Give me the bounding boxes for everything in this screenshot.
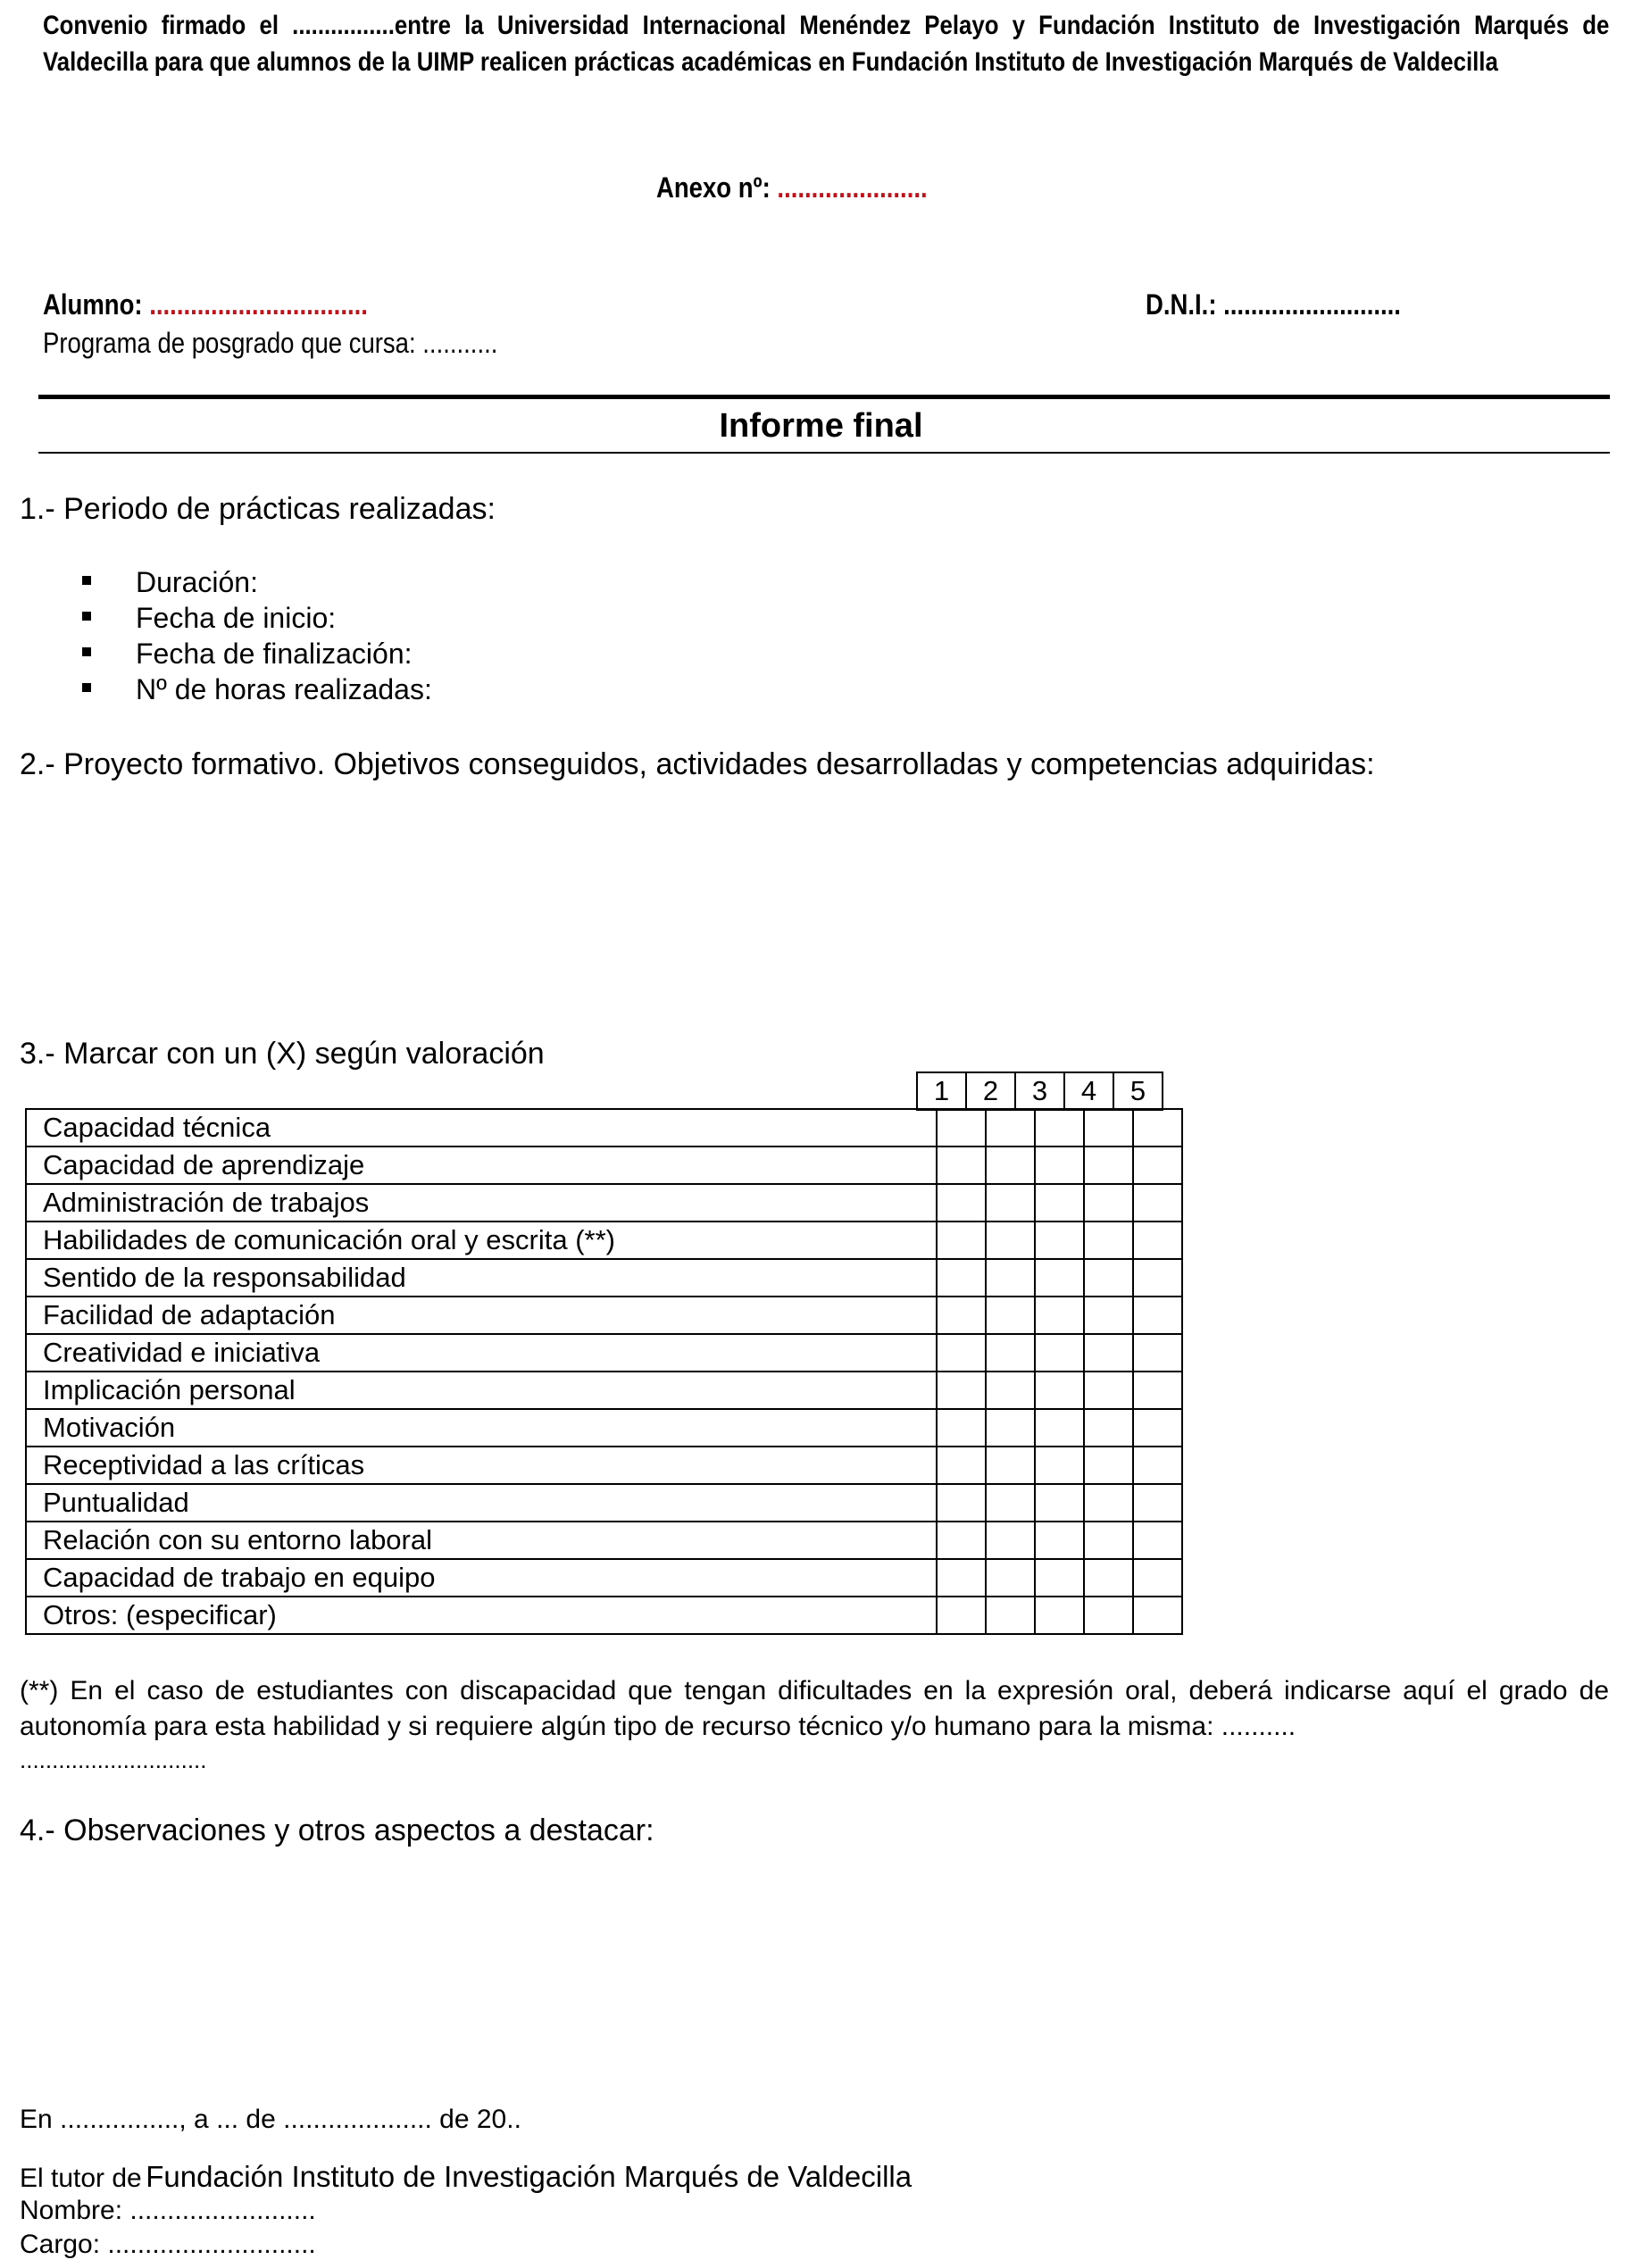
student-label: Alumno: — [43, 288, 143, 321]
rating-cell-1[interactable] — [937, 1297, 986, 1334]
page-title: Informe final — [719, 407, 923, 445]
bullet-icon — [82, 576, 91, 585]
scale-5: 5 — [1113, 1072, 1163, 1110]
rating-cell-4[interactable] — [1084, 1484, 1133, 1522]
annex-line — [656, 170, 928, 205]
rating-cell-1[interactable] — [937, 1597, 986, 1634]
rating-cell-3[interactable] — [1035, 1559, 1084, 1597]
rating-cell-4[interactable] — [1084, 1597, 1133, 1634]
dni-label: D.N.I.: — [1146, 288, 1217, 321]
section4-heading: 4.- Observaciones y otros aspectos a destacar: — [20, 1814, 654, 1847]
criterion-label: Capacidad de aprendizaje — [26, 1147, 937, 1184]
rating-cell-2[interactable] — [986, 1222, 1035, 1259]
rating-cell-2[interactable] — [986, 1447, 1035, 1484]
rating-cell-2[interactable] — [986, 1409, 1035, 1447]
rating-cell-1[interactable] — [937, 1259, 986, 1297]
rating-cell-2[interactable] — [986, 1184, 1035, 1222]
table-row — [26, 1484, 1182, 1522]
rating-cell-2[interactable] — [986, 1522, 1035, 1559]
criterion-label: Receptividad a las críticas — [26, 1447, 937, 1484]
list-item: Nº de horas realizadas: — [136, 673, 432, 705]
table-row — [26, 1447, 1182, 1484]
table-row — [26, 1184, 1182, 1222]
rating-cell-4[interactable] — [1084, 1222, 1133, 1259]
criterion-label: Motivación — [26, 1409, 937, 1447]
scale-2: 2 — [966, 1072, 1015, 1110]
rating-cell-5[interactable] — [1133, 1297, 1182, 1334]
rating-cell-3[interactable] — [1035, 1109, 1084, 1147]
tutor-name-line: Nombre: ......................... — [20, 2196, 316, 2225]
program-line: Programa de posgrado que cursa: ........... — [43, 327, 498, 359]
table-row — [26, 1559, 1182, 1597]
rating-cell-4[interactable] — [1084, 1372, 1133, 1409]
rating-cell-1[interactable] — [937, 1184, 986, 1222]
rating-cell-4[interactable] — [1084, 1184, 1133, 1222]
criterion-label: Habilidades de comunicación oral y escrita (**) — [26, 1222, 937, 1259]
dni-value: .......................... — [1223, 288, 1401, 321]
rating-cell-5[interactable] — [1133, 1147, 1182, 1184]
rating-cell-4[interactable] — [1084, 1559, 1133, 1597]
rating-cell-2[interactable] — [986, 1597, 1035, 1634]
table-row — [26, 1222, 1182, 1259]
section2-heading: 2.- Proyecto formativo. Objetivos conseguidos, actividades desarrolladas y competencias adquiridas: — [20, 747, 1375, 781]
criterion-label: Puntualidad — [26, 1484, 937, 1522]
rating-cell-2[interactable] — [986, 1559, 1035, 1597]
title-bottom-rule — [38, 452, 1610, 454]
rating-cell-3[interactable] — [1035, 1447, 1084, 1484]
rating-cell-5[interactable] — [1133, 1334, 1182, 1372]
scale-3: 3 — [1015, 1072, 1064, 1110]
scale-4: 4 — [1064, 1072, 1113, 1110]
rating-cell-5[interactable] — [1133, 1222, 1182, 1259]
rating-cell-1[interactable] — [937, 1522, 986, 1559]
criterion-label: Capacidad de trabajo en equipo — [26, 1559, 937, 1597]
list-item: Fecha de finalización: — [136, 638, 413, 670]
rating-cell-5[interactable] — [1133, 1559, 1182, 1597]
dni-line — [1146, 287, 1401, 322]
criterion-label: Implicación personal — [26, 1372, 937, 1409]
rating-table — [25, 1108, 1183, 1635]
rating-cell-3[interactable] — [1035, 1147, 1084, 1184]
table-row — [26, 1259, 1182, 1297]
bullet-icon — [82, 612, 91, 621]
rating-cell-1[interactable] — [937, 1147, 986, 1184]
rating-cell-3[interactable] — [1035, 1334, 1084, 1372]
rating-cell-3[interactable] — [1035, 1372, 1084, 1409]
table-row — [26, 1522, 1182, 1559]
rating-cell-3[interactable] — [1035, 1522, 1084, 1559]
student-value: ................................ — [149, 288, 368, 321]
table-row — [26, 1409, 1182, 1447]
rating-cell-3[interactable] — [1035, 1222, 1084, 1259]
rating-cell-5[interactable] — [1133, 1109, 1182, 1147]
rating-scale-header — [916, 1071, 1163, 1111]
rating-cell-4[interactable] — [1084, 1259, 1133, 1297]
criterion-label: Sentido de la responsabilidad — [26, 1259, 937, 1297]
rating-cell-4[interactable] — [1084, 1147, 1133, 1184]
rating-cell-2[interactable] — [986, 1147, 1035, 1184]
rating-cell-1[interactable] — [937, 1559, 986, 1597]
rating-cell-3[interactable] — [1035, 1597, 1084, 1634]
rating-cell-3[interactable] — [1035, 1259, 1084, 1297]
table-row — [26, 1147, 1182, 1184]
rating-cell-1[interactable] — [937, 1409, 986, 1447]
table-row — [26, 1372, 1182, 1409]
criterion-label: Capacidad técnica — [26, 1109, 937, 1147]
tutor-organization: Fundación Instituto de Investigación Marqués de Valdecilla — [146, 2160, 913, 2193]
rating-cell-5[interactable] — [1133, 1184, 1182, 1222]
rating-cell-2[interactable] — [986, 1297, 1035, 1334]
table-row — [26, 1597, 1182, 1634]
table-row — [26, 1109, 1182, 1147]
rating-cell-4[interactable] — [1084, 1334, 1133, 1372]
rating-cell-5[interactable] — [1133, 1447, 1182, 1484]
rating-cell-1[interactable] — [937, 1334, 986, 1372]
tutor-prefix: El tutor de — [20, 2164, 142, 2193]
criterion-label: Relación con su entorno laboral — [26, 1522, 937, 1559]
criterion-label: Administración de trabajos — [26, 1184, 937, 1222]
rating-cell-3[interactable] — [1035, 1297, 1084, 1334]
annex-value: ...................... — [777, 171, 928, 204]
rating-cell-2[interactable] — [986, 1259, 1035, 1297]
bullet-icon — [82, 683, 91, 692]
rating-cell-5[interactable] — [1133, 1259, 1182, 1297]
rating-cell-1[interactable] — [937, 1222, 986, 1259]
rating-cell-5[interactable] — [1133, 1409, 1182, 1447]
scale-1: 1 — [917, 1072, 966, 1110]
bullet-icon — [82, 647, 91, 656]
section3-heading: 3.- Marcar con un (X) según valoración — [20, 1037, 545, 1071]
table-row — [26, 1334, 1182, 1372]
rating-cell-1[interactable] — [937, 1372, 986, 1409]
place-date-line: En ................, a ... de .................... de 20.. — [20, 2105, 521, 2134]
rating-cell-5[interactable] — [1133, 1372, 1182, 1409]
rating-cell-1[interactable] — [937, 1484, 986, 1522]
title-top-rule — [38, 395, 1610, 399]
tutor-position-line: Cargo: ............................ — [20, 2230, 316, 2259]
rating-cell-2[interactable] — [986, 1109, 1035, 1147]
criterion-label: Otros: (especificar) — [26, 1597, 937, 1634]
rating-cell-2[interactable] — [986, 1334, 1035, 1372]
rating-cell-3[interactable] — [1035, 1484, 1084, 1522]
annex-label: Anexo nº: — [656, 171, 771, 204]
rating-cell-1[interactable] — [937, 1447, 986, 1484]
rating-cell-3[interactable] — [1035, 1409, 1084, 1447]
criterion-label: Creatividad e iniciativa — [26, 1334, 937, 1372]
rating-cell-2[interactable] — [986, 1372, 1035, 1409]
list-item: Duración: — [136, 566, 258, 598]
rating-cell-4[interactable] — [1084, 1109, 1133, 1147]
section1-heading: 1.- Periodo de prácticas realizadas: — [20, 492, 496, 526]
rating-cell-5[interactable] — [1133, 1484, 1182, 1522]
rating-cell-4[interactable] — [1084, 1447, 1133, 1484]
agreement-header: Convenio firmado el ................entre la Universidad Internacional Menéndez Pelayo y Fundación Instituto de Investigación Marqués de Valdecilla para que alumnos de la UIMP realicen prácticas académicas en Fundación Instituto de Investigación Marqués de Valdecilla — [43, 11, 1610, 77]
student-line — [43, 287, 368, 322]
rating-cell-2[interactable] — [986, 1484, 1035, 1522]
rating-cell-4[interactable] — [1084, 1297, 1133, 1334]
table-row — [26, 1297, 1182, 1334]
footnote-dots: ............................. — [20, 1747, 207, 1773]
list-item: Fecha de inicio: — [136, 602, 337, 634]
rating-cell-3[interactable] — [1035, 1184, 1084, 1222]
rating-cell-5[interactable] — [1133, 1522, 1182, 1559]
rating-cell-4[interactable] — [1084, 1522, 1133, 1559]
rating-cell-5[interactable] — [1133, 1597, 1182, 1634]
rating-cell-4[interactable] — [1084, 1409, 1133, 1447]
rating-cell-1[interactable] — [937, 1109, 986, 1147]
footnote: (**) En el caso de estudiantes con discapacidad que tengan dificultades en la expresión oral, deberá indicarse aquí el grado de autonomía para esta habilidad y si requiere algún tipo de recurso técnico y/o humano para la misma: .......... — [20, 1676, 1609, 1741]
criterion-label: Facilidad de adaptación — [26, 1297, 937, 1334]
